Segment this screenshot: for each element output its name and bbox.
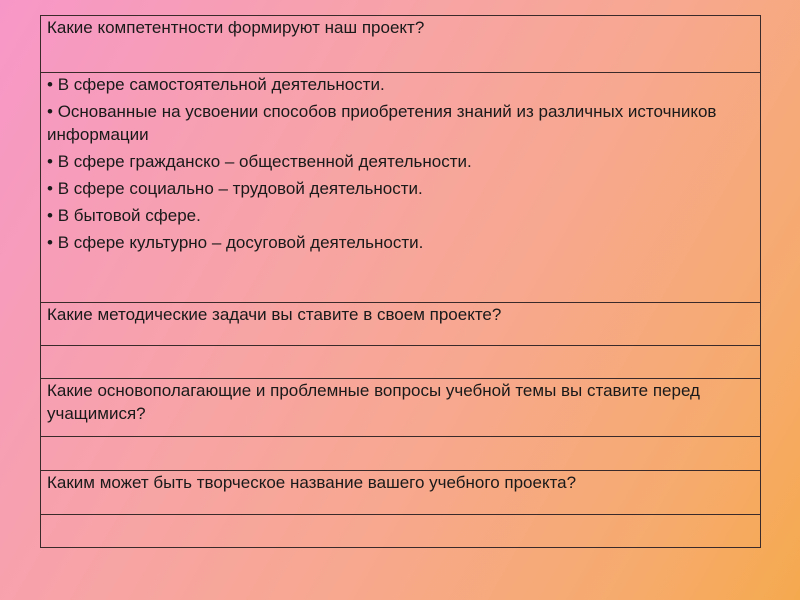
table-row bbox=[41, 346, 761, 379]
competencies-list-cell bbox=[41, 73, 761, 303]
question-table bbox=[40, 15, 761, 548]
question-competencies: Какие компетентности формируют наш проект? bbox=[41, 16, 761, 73]
table-row bbox=[41, 303, 761, 346]
answer-key-questions[interactable] bbox=[41, 437, 761, 471]
answer-project-title[interactable] bbox=[41, 515, 761, 548]
question-key-questions: Какие основополагающие и проблемные вопросы учебной темы вы ставите перед учащимися? bbox=[41, 379, 761, 437]
table-row bbox=[41, 379, 761, 437]
list-item: • В сфере самостоятельной деятельности. bbox=[47, 73, 754, 96]
question-methodical-tasks: Какие методические задачи вы ставите в своем проекте? bbox=[41, 303, 761, 346]
list-item: • В сфере культурно – досуговой деятельности. bbox=[47, 231, 754, 254]
table-row bbox=[41, 16, 761, 73]
table-row bbox=[41, 515, 761, 548]
list-item: • В сфере гражданско – общественной деятельности. bbox=[47, 150, 754, 173]
list-item: • Основанные на усвоении способов приобретения знаний из различных источников информации bbox=[47, 100, 754, 146]
list-item: • В бытовой сфере. bbox=[47, 204, 754, 227]
table-row bbox=[41, 471, 761, 515]
competencies-list bbox=[47, 73, 754, 254]
question-project-title: Каким может быть творческое название вашего учебного проекта? bbox=[41, 471, 761, 515]
list-item: • В сфере социально – трудовой деятельности. bbox=[47, 177, 754, 200]
answer-methodical-tasks[interactable] bbox=[41, 346, 761, 379]
table-row bbox=[41, 73, 761, 303]
table-row bbox=[41, 437, 761, 471]
